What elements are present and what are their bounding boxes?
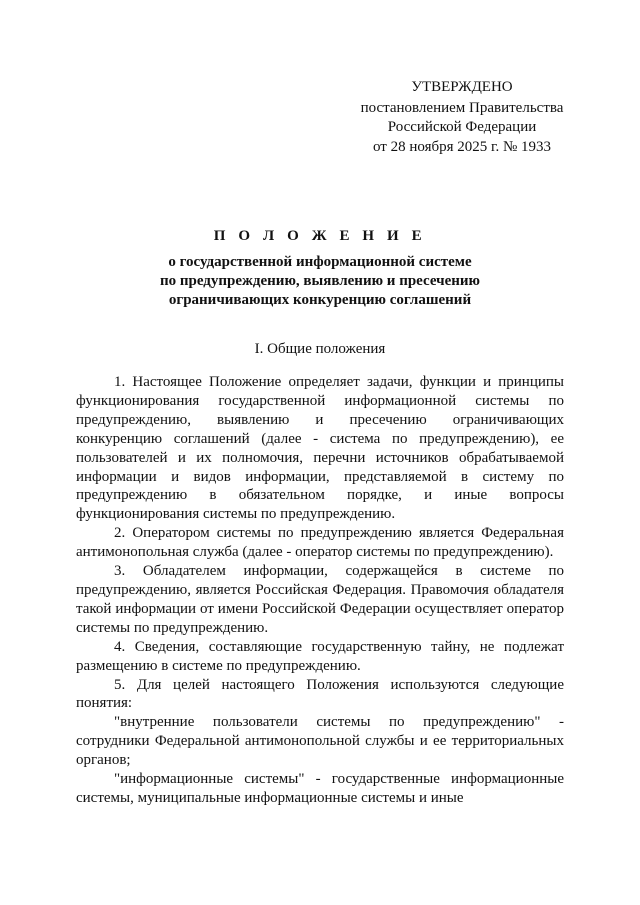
title-line-3: ограничивающих конкуренцию соглашений (168, 292, 472, 309)
title-line-2: по предупреждению, выявлению и пресечению (159, 273, 481, 290)
approval-line-2: Российской Федерации (387, 119, 537, 135)
approval-heading: УТВЕРЖДЕНО (411, 79, 513, 95)
approval-stamp (352, 78, 572, 157)
section-heading: I. Общие положения (254, 341, 386, 357)
paragraph-5: 5. Для целей настоящего Положения используются следующие понятия: (76, 676, 564, 712)
paragraph-4: 4. Сведения, составляющие государственную тайну, не подлежат размещению в системе по предупреждению. (76, 638, 564, 674)
title-main: П О Л О Ж Е Н И Е (213, 228, 427, 244)
paragraph-1: 1. Настоящее Положение определяет задачи, функции и принципы функционирования государственной информационной системы по предупреждению, выявлению и пресечению ограничивающих конкуренцию соглашений (далее - система по предупреждению), ее пользователей и их полномочия, перечни источников обрабатываемой информации и видов информации, представляемой в систему по предупреждению в обязательном порядке, и иные вопросы функционирования системы по предупреждению. (76, 374, 564, 523)
paragraph-2: 2. Оператором системы по предупреждению является Федеральная антимонопольная служба (далее - оператор системы по предупреждению). (76, 525, 564, 561)
paragraph-definition-1: "внутренние пользователи системы по предупреждению" - сотрудники Федеральной антимонопольной службы и ее территориальных органов; (76, 714, 564, 769)
document-body (76, 373, 564, 808)
approval-line-3: от 28 ноября 2025 г. № 1933 (372, 138, 552, 155)
approval-line-1: постановлением Правительства (360, 99, 564, 116)
title-line-1: о государственной информационной системе (168, 254, 472, 270)
paragraph-definition-2: "информационные системы" - государственные информационные системы, муниципальные информационные системы и иные (76, 771, 564, 806)
document-title (0, 226, 640, 311)
paragraph-3: 3. Обладателем информации, содержащейся в системе по предупреждению, является Российская Федерация. Правомочия обладателя такой информации от имени Российской Федерации осуществляет оператор системы по предупреждению. (76, 563, 564, 636)
